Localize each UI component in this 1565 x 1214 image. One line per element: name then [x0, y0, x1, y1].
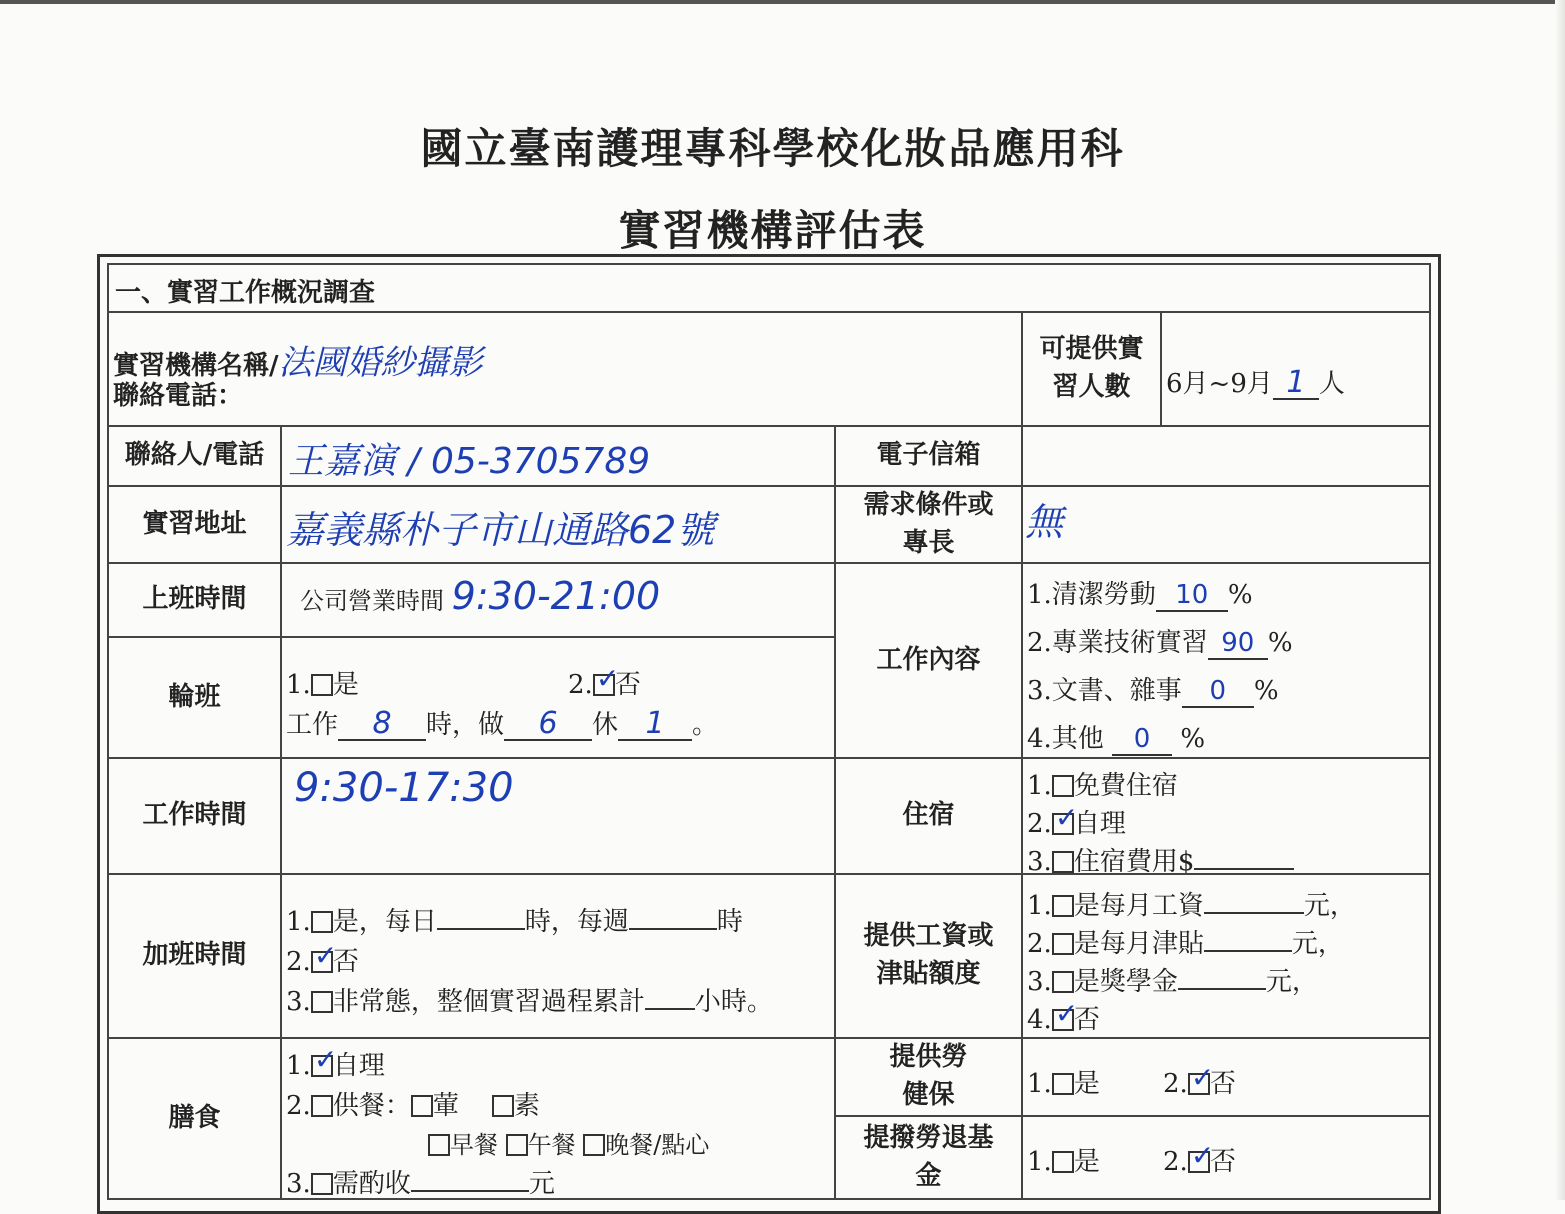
meals-label-cell — [107, 1037, 282, 1200]
wage-monthly-checkbox[interactable] — [1052, 895, 1074, 917]
work-time-label: 工作時間 — [142, 800, 247, 831]
checkmark-icon: ✓ — [313, 939, 338, 972]
lodging-free-checkbox[interactable] — [1052, 775, 1074, 797]
requirements-value[interactable]: 無 — [1025, 500, 1064, 544]
insurance-value-cell: 1. 是 2. ✓ 否 — [1021, 1037, 1431, 1117]
capacity-value-cell — [1160, 311, 1431, 427]
insurance-label: 提供勞健保 — [889, 1042, 968, 1110]
address-label-cell — [107, 485, 282, 564]
meals-lunch-checkbox[interactable] — [506, 1134, 528, 1156]
wage-allowance-field[interactable] — [1204, 926, 1292, 952]
wage-label-cell — [834, 873, 1023, 1039]
meals-label: 膳食 — [168, 1102, 221, 1133]
overtime-total-field[interactable] — [645, 984, 695, 1010]
wage-label: 提供工資或津貼額度 — [863, 921, 994, 989]
requirements-value-cell — [1021, 485, 1431, 564]
work-content-label-cell — [834, 562, 1023, 759]
work-content-item-1: 1.清潔勞動 10 % — [1027, 580, 1253, 610]
org-name-cell — [107, 311, 1023, 427]
overtime-yes-checkbox[interactable] — [311, 911, 333, 933]
form-title: 實習機構評估表 — [618, 206, 927, 255]
email-value-cell — [1021, 425, 1431, 487]
capacity-label: 可提供實習人數 — [1039, 334, 1144, 402]
contact-label: 聯絡人/電話 — [124, 440, 265, 471]
wage-scholarship-checkbox[interactable] — [1052, 971, 1074, 993]
requirements-label-cell — [834, 485, 1023, 564]
pension-no-checkbox[interactable] — [1188, 1139, 1215, 1173]
shift-days-off[interactable]: 1 — [645, 706, 665, 741]
pension-yes-checkbox[interactable] — [1052, 1151, 1074, 1173]
insurance-no-checkbox[interactable] — [1188, 1061, 1215, 1095]
overtime-irregular-checkbox[interactable] — [311, 991, 333, 1013]
org-name-value[interactable]: 法國婚紗攝影 — [278, 343, 483, 383]
section-heading-cell — [107, 263, 1431, 313]
capacity-unit: 人 — [1318, 369, 1345, 399]
lodging-value-cell: 1. 免費住宿 2. ✓ 自理 3. 住宿費用$ — [1021, 757, 1431, 875]
meals-meat-checkbox[interactable] — [411, 1095, 433, 1117]
overtime-no-checkbox[interactable] — [311, 939, 338, 973]
lodging-label: 住宿 — [902, 800, 955, 831]
shift-label-cell — [107, 636, 282, 759]
requirements-label: 需求條件或專長 — [863, 489, 994, 558]
overtime-label-cell — [107, 873, 282, 1039]
lodging-fee-field[interactable] — [1194, 844, 1294, 870]
checkmark-icon: ✓ — [313, 1043, 338, 1076]
checkmark-icon: ✓ — [1054, 997, 1079, 1030]
address-value[interactable]: 嘉義縣朴子市山通路62號 — [286, 508, 715, 552]
overtime-label: 加班時間 — [142, 940, 247, 971]
scan-edge-top — [0, 0, 1565, 4]
hours-label-cell — [107, 562, 282, 638]
shift-days-on[interactable]: 6 — [538, 706, 558, 741]
work-time-label-cell — [107, 757, 282, 875]
insurance-yes-checkbox[interactable] — [1052, 1073, 1074, 1095]
overtime-value-cell: 1. 是，每日 時，每週 時 2. ✓ 否 3. 非常態，整個實習過程累計 小時。 — [280, 873, 836, 1039]
hours-value-cell — [280, 562, 836, 638]
shift-label: 輪班 — [168, 681, 221, 712]
checkmark-icon: ✓ — [1190, 1139, 1215, 1172]
org-name-label: 實習機構名稱/ — [113, 351, 279, 381]
checkmark-icon: ✓ — [595, 662, 620, 695]
work-content-label: 工作內容 — [876, 644, 981, 675]
org-phone-label: 聯絡電話： — [113, 381, 244, 411]
scan-edge-right — [1555, 0, 1565, 1200]
email-label: 電子信箱 — [876, 440, 981, 471]
wage-none-checkbox[interactable] — [1052, 997, 1079, 1031]
work-content-value-cell — [1021, 562, 1431, 759]
insurance-label-cell — [834, 1037, 1023, 1117]
overtime-weekly-field[interactable] — [629, 904, 717, 930]
wage-allowance-checkbox[interactable] — [1052, 933, 1074, 955]
shift-work-hours[interactable]: 8 — [372, 706, 392, 741]
overtime-daily-field[interactable] — [437, 904, 525, 930]
shift-no-checkbox[interactable] — [593, 662, 620, 696]
meals-fee-checkbox[interactable] — [311, 1173, 333, 1195]
checkmark-icon: ✓ — [1190, 1061, 1215, 1094]
meals-veg-checkbox[interactable] — [492, 1095, 514, 1117]
work-time-value[interactable]: 9:30-17:30 — [294, 765, 514, 811]
shift-yes-checkbox[interactable] — [311, 674, 333, 696]
section-heading: 一、實習工作概況調查 — [115, 278, 376, 308]
lodging-self-checkbox[interactable] — [1052, 801, 1079, 835]
work-content-item-4: 4.其他 0 % — [1027, 724, 1206, 754]
work-content-item-3: 3.文書、雜事 0 % — [1027, 676, 1279, 706]
checkmark-icon: ✓ — [1054, 801, 1079, 834]
business-hours-label: 公司營業時間 — [300, 587, 444, 615]
pension-label: 提撥勞退基金 — [863, 1122, 994, 1191]
meals-fee-field[interactable] — [411, 1166, 529, 1192]
contact-value-cell — [280, 425, 836, 487]
work-content-item-2: 2.專業技術實習 90 % — [1027, 628, 1293, 658]
meals-breakfast-checkbox[interactable] — [428, 1134, 450, 1156]
wage-monthly-field[interactable] — [1204, 888, 1304, 914]
pension-label-cell — [834, 1115, 1023, 1200]
meals-dinner-checkbox[interactable] — [583, 1134, 605, 1156]
pension-value-cell: 1. 是 2. ✓ 否 — [1021, 1115, 1431, 1200]
shift-value-cell: 1. 是 2. ✓ 否 工作 8 時，做 6 休 1 。 — [280, 636, 836, 759]
meals-provided-checkbox[interactable] — [311, 1095, 333, 1117]
wage-scholarship-field[interactable] — [1178, 964, 1266, 990]
hours-label: 上班時間 — [142, 584, 247, 615]
lodging-label-cell — [834, 757, 1023, 875]
email-label-cell — [834, 425, 1023, 487]
meals-value-cell: 1. ✓ 自理 2. 供餐： 葷 素 早餐 午餐 晚餐/點心 3. 需酌收 元 — [280, 1037, 836, 1200]
business-hours-value[interactable]: 9:30-21:00 — [451, 574, 661, 618]
address-value-cell — [280, 485, 836, 564]
address-label: 實習地址 — [142, 508, 247, 539]
capacity-period: 6月~9月 — [1166, 369, 1273, 399]
meals-self-checkbox[interactable] — [311, 1043, 338, 1077]
lodging-fee-checkbox[interactable] — [1052, 851, 1074, 873]
school-department-title: 國立臺南護理專科學校化妝品應用科 — [420, 124, 1125, 173]
capacity-count[interactable]: 1 — [1286, 365, 1306, 400]
capacity-label-cell — [1021, 311, 1162, 427]
contact-label-cell — [107, 425, 282, 487]
work-time-value-cell — [280, 757, 836, 875]
contact-value[interactable]: 王嘉演 / 05-3705789 — [288, 441, 651, 482]
wage-value-cell: 1. 是每月工資 元， 2. 是每月津貼 元， 3. 是獎學金 元， 4. ✓ 否 — [1021, 873, 1431, 1039]
